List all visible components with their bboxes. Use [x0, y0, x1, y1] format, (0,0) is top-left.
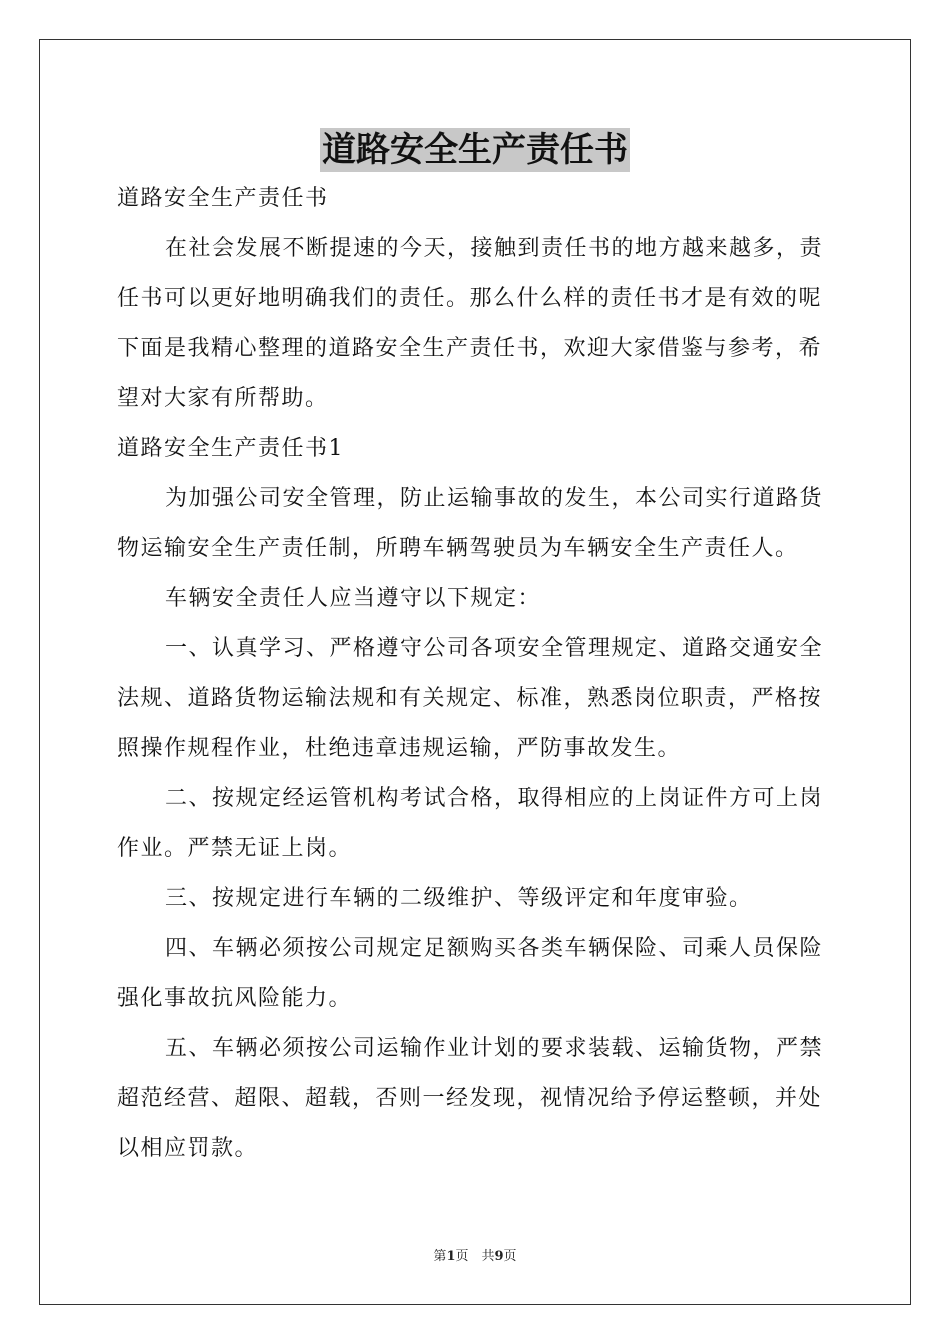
body-line: 为加强公司安全管理，防止运输事故的发生，本公司实行道路货 — [165, 486, 824, 511]
footer-page-mid: 页 共 — [455, 1249, 495, 1264]
body-line: 在社会发展不断提速的今天，接触到责任书的地方越来越多，责 — [165, 236, 824, 261]
body-line: 四、车辆必须按公司规定足额购买各类车辆保险、司乘人员保险 — [165, 936, 824, 961]
document-title: 道路安全生产责任书 — [322, 130, 628, 170]
footer-page-prefix: 第 — [433, 1249, 447, 1264]
body-line: 以相应罚款。 — [117, 1136, 259, 1161]
section-heading: 道路安全生产责任书1 — [117, 436, 344, 461]
body-line: 作业。严禁无证上岗。 — [117, 836, 353, 861]
body-line: 法规、道路货物运输法规和有关规定、标准，熟悉岗位职责，严格按 — [117, 686, 823, 711]
page-footer — [0, 1249, 950, 1265]
body-line: 下面是我精心整理的道路安全生产责任书，欢迎大家借鉴与参考，希 — [117, 336, 823, 361]
footer-page-total: 9 — [494, 1249, 504, 1264]
body-line: 车辆安全责任人应当遵守以下规定： — [165, 586, 542, 611]
body-line: 物运输安全生产责任制，所聘车辆驾驶员为车辆安全生产责任人。 — [117, 536, 799, 561]
footer-page-current: 1 — [446, 1249, 456, 1264]
body-line: 超范经营、超限、超载，否则一经发现，视情况给予停运整顿，并处 — [117, 1086, 823, 1111]
body-line: 望对大家有所帮助。 — [117, 386, 329, 411]
body-line: 一、认真学习、严格遵守公司各项安全管理规定、道路交通安全 — [165, 636, 824, 661]
body-line: 任书可以更好地明确我们的责任。那么什么样的责任书才是有效的呢 — [117, 286, 823, 311]
body-line: 照操作规程作业，杜绝违章违规运输，严防事故发生。 — [117, 736, 682, 761]
document-body — [117, 182, 837, 1182]
body-line: 三、按规定进行车辆的二级维护、等级评定和年度审验。 — [165, 886, 753, 911]
body-line: 五、车辆必须按公司运输作业计划的要求装载、运输货物，严禁 — [165, 1036, 824, 1061]
body-line: 二、按规定经运管机构考试合格，取得相应的上岗证件方可上岗 — [165, 786, 824, 811]
subtitle-line: 道路安全生产责任书 — [117, 186, 329, 211]
title-wrap — [0, 128, 950, 172]
body-line: 强化事故抗风险能力。 — [117, 986, 353, 1011]
footer-page-suffix: 页 — [503, 1249, 517, 1264]
